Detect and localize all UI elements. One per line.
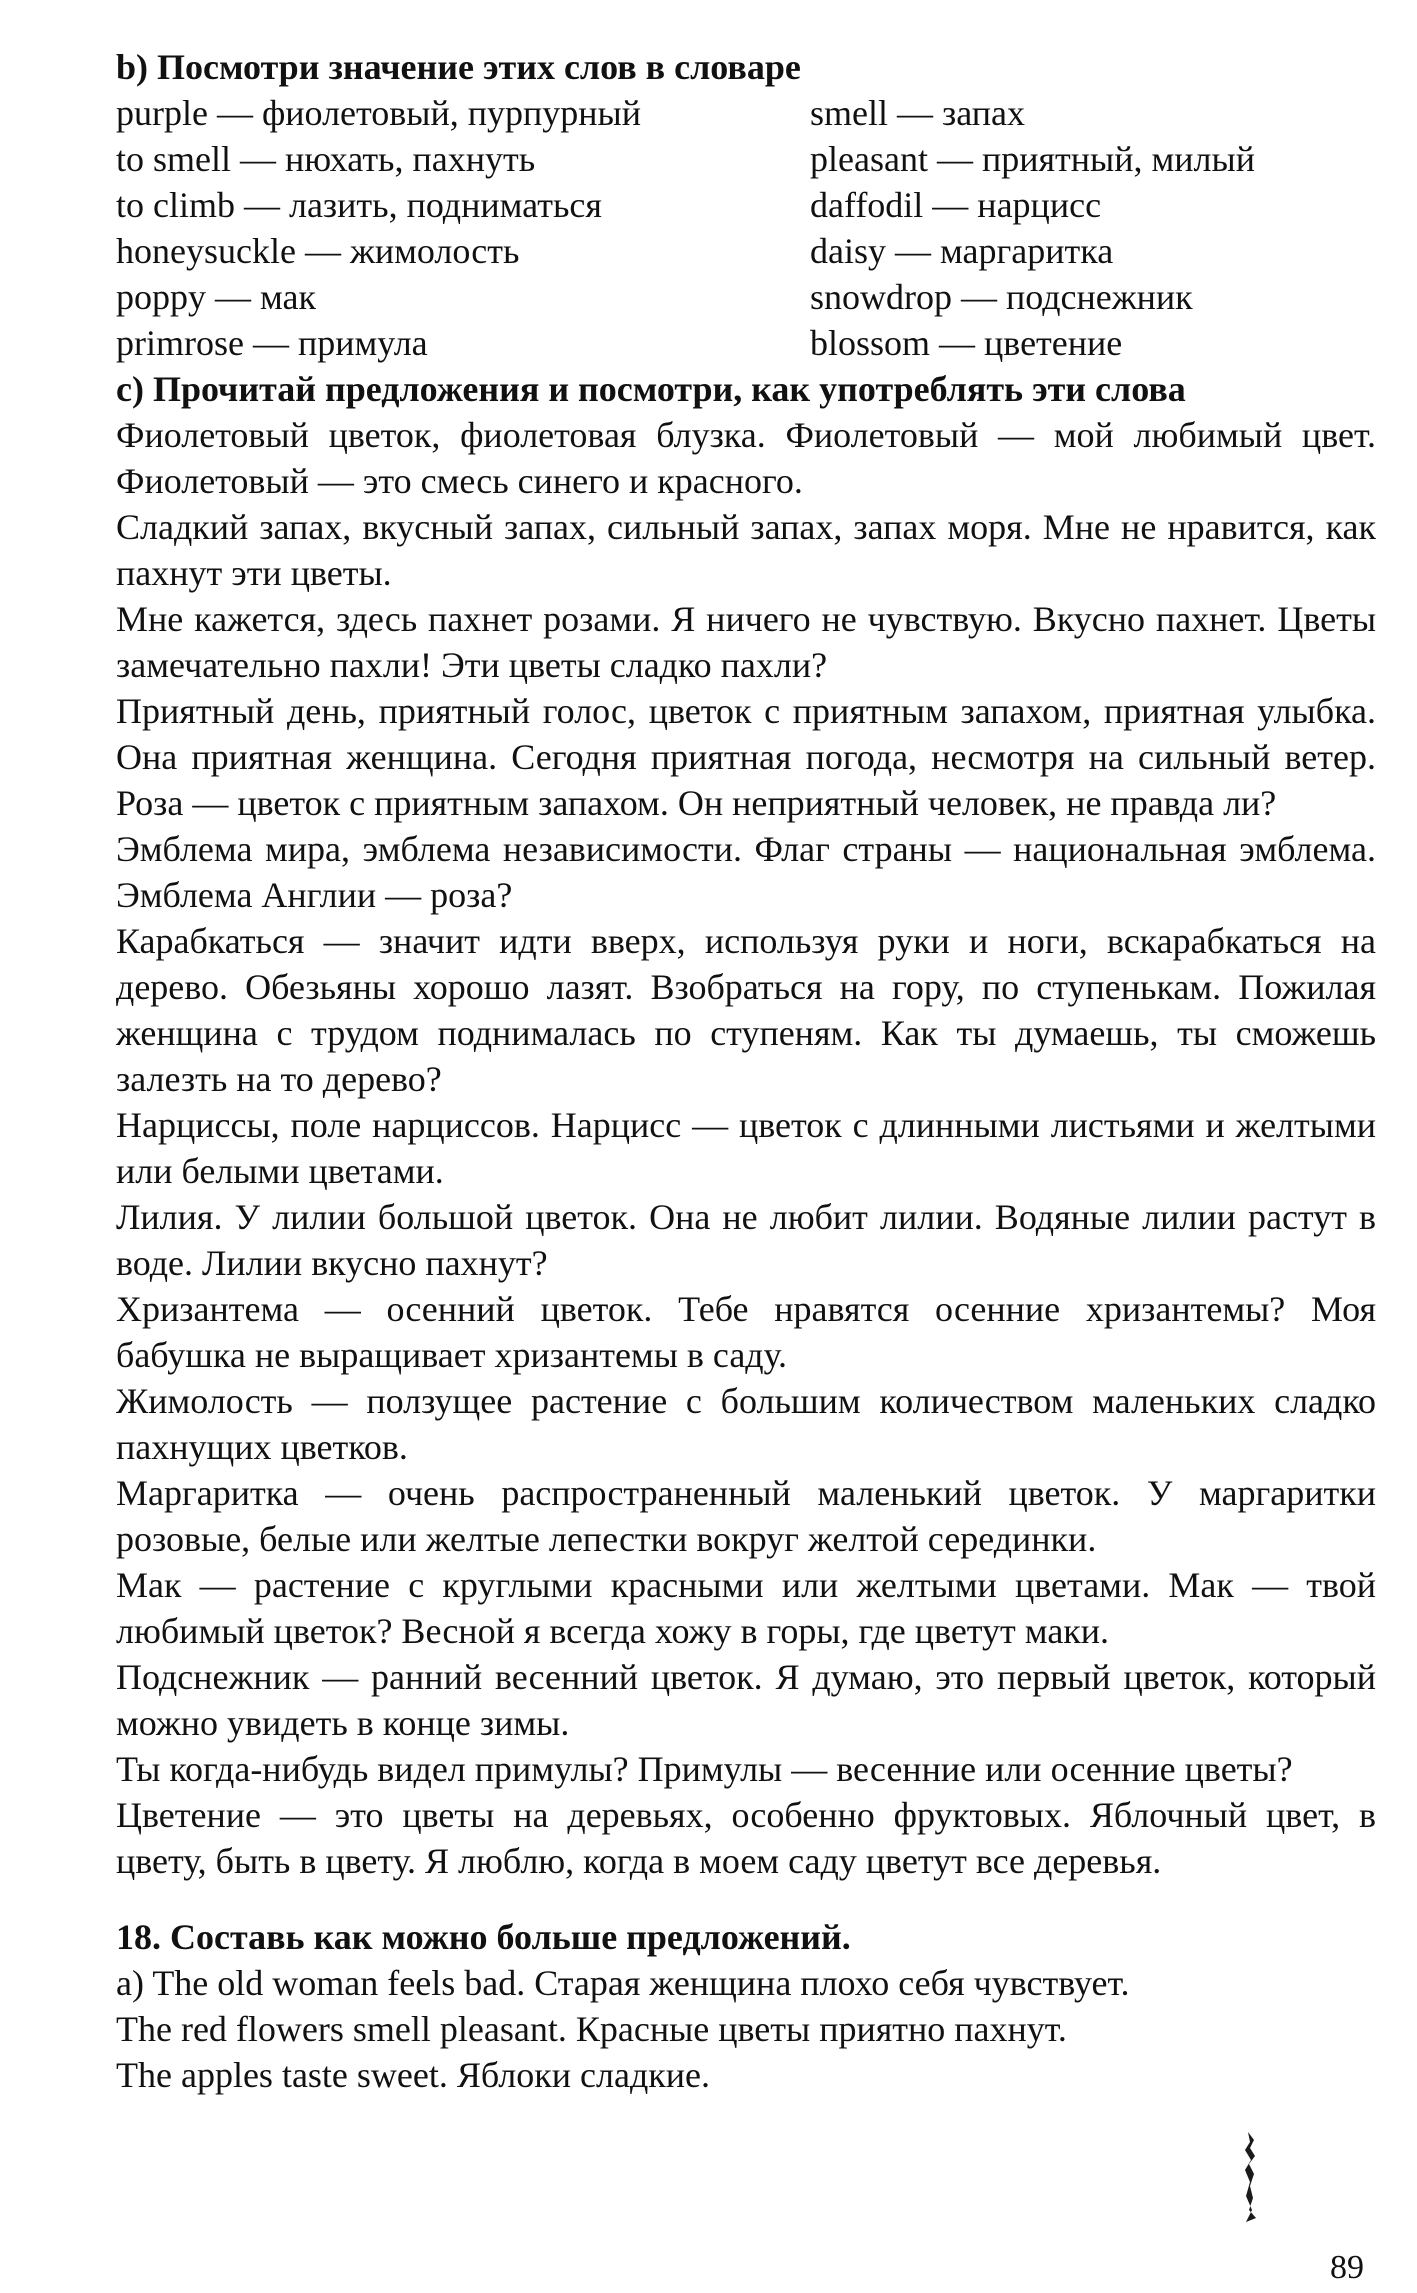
- example-paragraph: Хризантема — осенний цветок. Тебе нравятся осенние хризантемы? Моя бабушка не выращивает хризантемы в саду.: [116, 1289, 1376, 1375]
- vocab-entry: to smell — нюхать, пахнуть: [116, 139, 536, 179]
- vocabulary-list: [116, 90, 1376, 366]
- textbook-page: [116, 44, 1376, 2098]
- ink-mark-icon: [1240, 2130, 1262, 2224]
- vocab-entry: daisy — маргаритка: [810, 231, 1114, 271]
- exercise-line: a) The old woman feels bad. Старая женщина плохо себя чувствует.: [116, 1963, 1130, 2003]
- vocab-entry: purple — фиолетовый, пурпурный: [116, 93, 641, 133]
- vocab-entry: to climb — лазить, подниматься: [116, 185, 602, 225]
- section-b-heading: b) Посмотри значение этих слов в словаре: [116, 47, 801, 87]
- example-paragraph: Фиолетовый цветок, фиолетовая блузка. Фиолетовый — мой любимый цвет. Фиолетовый — это смесь синего и красного.: [116, 415, 1376, 501]
- example-paragraph: Жимолость — ползущее растение с большим количеством маленьких сладко пахнущих цветков.: [116, 1381, 1376, 1467]
- vocab-entry: poppy — мак: [116, 277, 317, 317]
- vocab-entry: honeysuckle — жимолость: [116, 231, 520, 271]
- vocab-entry: daffodil — нарцисс: [810, 185, 1102, 225]
- exercise-18-heading: 18. Составь как можно больше предложений.: [116, 1917, 851, 1957]
- section-c-heading: c) Прочитай предложения и посмотри, как употреблять эти слова: [116, 369, 1186, 409]
- example-paragraph: Ты когда-нибудь видел примулы? Примулы — весенние или осенние цветы?: [116, 1749, 1293, 1789]
- example-paragraph: Мне кажется, здесь пахнет розами. Я ничего не чувствую. Вкусно пахнет. Цветы замечательно пахли! Эти цветы сладко пахли?: [116, 599, 1376, 685]
- exercise-line: The red flowers smell pleasant. Красные цветы приятно пахнут.: [116, 2009, 1067, 2049]
- example-paragraph: Подснежник — ранний весенний цветок. Я думаю, это первый цветок, который можно увидеть в конце зимы.: [116, 1657, 1376, 1743]
- vocab-entry: smell — запах: [810, 93, 1025, 133]
- page-number: 89: [1330, 2249, 1364, 2286]
- example-paragraph: Карабкаться — значит идти вверх, используя руки и ноги, вскарабкаться на дерево. Обезьяны хорошо лазят. Взобраться на гору, по ступенькам. Пожилая женщина с трудом поднималась по ступеням. Как ты думаешь, ты сможешь залезть на то дерево?: [116, 921, 1376, 1099]
- vocab-entry: pleasant — приятный, милый: [810, 139, 1255, 179]
- example-paragraph: Мак — растение с круглыми красными или желтыми цветами. Мак — твой любимый цветок? Весной я всегда хожу в горы, где цветут маки.: [116, 1565, 1376, 1651]
- example-paragraph: Приятный день, приятный голос, цветок с приятным запахом, приятная улыбка. Она приятная женщина. Сегодня приятная погода, несмотря на сильный ветер. Роза — цветок с приятным запахом. Он неприятный человек, не правда ли?: [116, 691, 1376, 823]
- vocab-entry: snowdrop — подснежник: [810, 277, 1193, 317]
- example-paragraph: Маргаритка — очень распространенный маленький цветок. У маргаритки розовые, белые или желтые лепестки вокруг желтой серединки.: [116, 1473, 1376, 1559]
- vocab-entry: blossom — цветение: [810, 323, 1123, 363]
- exercise-line: The apples taste sweet. Яблоки сладкие.: [116, 2055, 710, 2095]
- example-paragraph: Нарциссы, поле нарциссов. Нарцисс — цветок с длинными листьями и желтыми или белыми цветами.: [116, 1105, 1376, 1191]
- example-paragraph: Цветение — это цветы на деревьях, особенно фруктовых. Яблочный цвет, в цвету, быть в цвету. Я люблю, когда в моем саду цветут все деревья.: [116, 1795, 1376, 1881]
- vocab-entry: primrose — примула: [116, 323, 428, 363]
- example-paragraph: Лилия. У лилии большой цветок. Она не любит лилии. Водяные лилии растут в воде. Лилии вкусно пахнут?: [116, 1197, 1376, 1283]
- example-paragraph: Эмблема мира, эмблема независимости. Флаг страны — национальная эмблема. Эмблема Англии — роза?: [116, 829, 1376, 915]
- example-paragraph: Сладкий запах, вкусный запах, сильный запах, запах моря. Мне не нравится, как пахнут эти цветы.: [116, 507, 1376, 593]
